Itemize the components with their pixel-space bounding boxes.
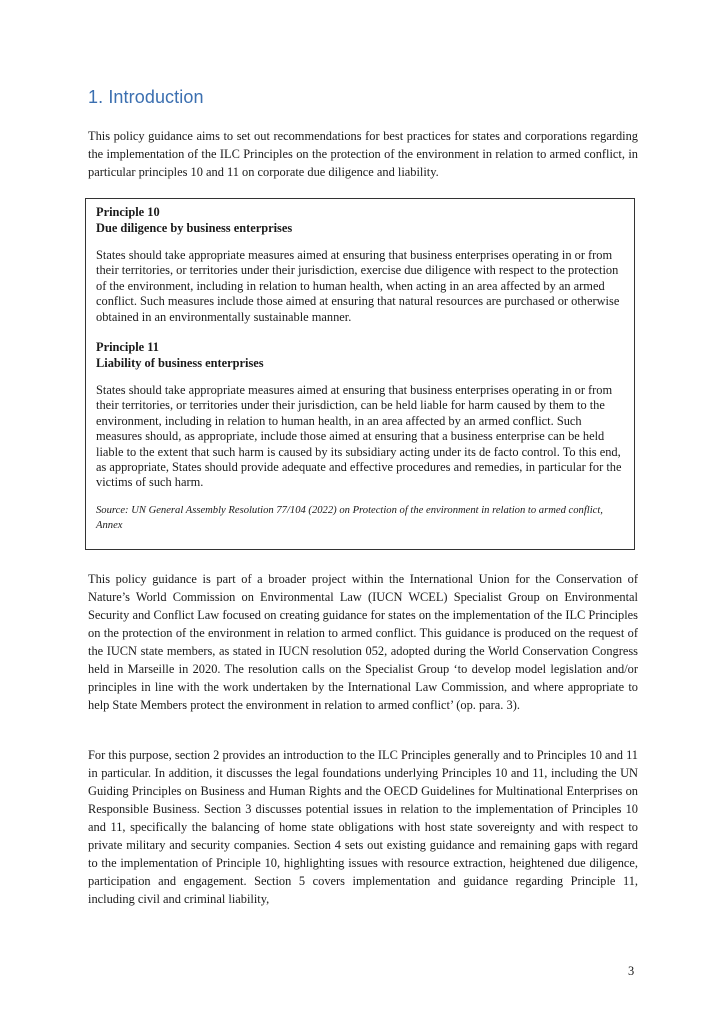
source-citation: Source: UN General Assembly Resolution 77/104 (2022) on Protection of the environment in relation to armed conflict, Annex [96, 504, 603, 531]
section-heading: 1. Introduction [88, 87, 204, 107]
body-paragraph-3: For this purpose, section 2 provides an introduction to the ILC Principles generally and to Principles 10 and 11 in particular. In addition, it discusses the legal foundations underlying Principles 10 and 11, including the UN Guiding Principles on Business and Human Rights and the OECD Guidelines for Multinational Enterprises on Responsible Business. Section 3 discusses potential issues in relation to the implementation of Principles 10 and 11, specifically the balancing of home state obligations with host state sovereignty and with respect to private military and security companies. Section 4 sets out existing guidance and remaining gaps with regard to the implementation of Principle 10, highlighting issues with resource extraction, heightened due diligence, participation and engagement. Section 5 covers implementation and guidance regarding Principle 11, including civil and criminal liability, [88, 748, 638, 906]
principles-box [85, 198, 635, 550]
principle-11-title: Liability of business enterprises [96, 356, 264, 371]
body-paragraph-2: This policy guidance is part of a broader project within the International Union for the Conservation of Nature’s World Commission on Environmental Law (IUCN WCEL) Specialist Group on Environmental Security and Conflict Law focused on creating guidance for states on the implementation of the ILC Principles on the protection of the environment in relation to armed conflict. This guidance is produced on the request of the IUCN state members, as stated in IUCN resolution 052, adopted during the World Conservation Congress held in Marseille in 2020. The resolution calls on the Specialist Group ‘to develop model legislation and/or principles in line with the work undertaken by the International Law Commission, and where appropriate to help State Members protect the environment in relation to armed conflict’ (op. para. 3). [88, 572, 638, 712]
intro-paragraph: This policy guidance aims to set out recommendations for best practices for states and corporations regarding the implementation of the ILC Principles on the protection of the environment in relation to armed conflict, in particular principles 10 and 11 on corporate due diligence and liability. [88, 129, 638, 179]
principle-10-title: Due diligence by business enterprises [96, 221, 293, 235]
principle-11-number: Principle 11 [96, 340, 159, 355]
principle-10-number: Principle 10 [96, 205, 160, 219]
principles-box-content [96, 204, 628, 533]
page-number: 3 [628, 964, 635, 978]
principle-11-text: States should take appropriate measures aimed at ensuring that business enterprises operating in or from their territories, or territories under their jurisdiction, can be held liable for harm caused by them to the environment, including in relation to human health, in an area affected by an armed conflict. Such measures should, as appropriate, include those aimed at ensuring that a business enterprise can be held liable to the extent that such harm is caused by its subsidiary acting under its de facto control. To this end, as appropriate, States should provide adequate and effective procedures and remedies, in particular for the victims of such harm. [96, 383, 622, 490]
box-spacer [96, 325, 628, 339]
principle-10-text: States should take appropriate measures aimed at ensuring that business enterprises operating in or from their territories, or territories under their jurisdiction, exercise due diligence with respect to the protection of the environment, including in relation to human health, when acting in an area affected by an armed conflict. Such measures include those aimed at ensuring that natural resources are purchased or otherwise obtained in an environmentally sustainable manner. [96, 248, 620, 324]
